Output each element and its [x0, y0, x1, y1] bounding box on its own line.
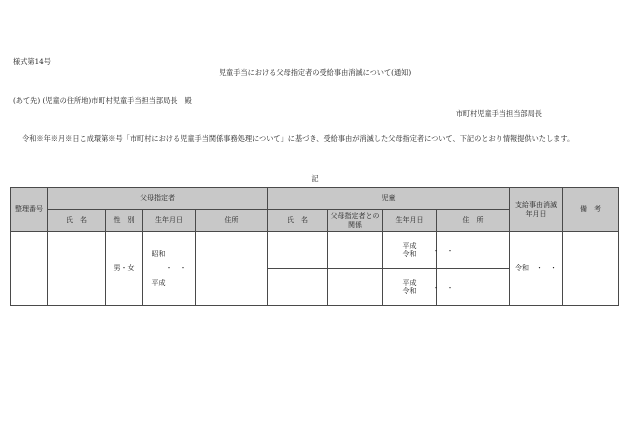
header-seiri-bangou: 整理番号: [11, 188, 48, 232]
cell-child2-birth: [383, 269, 454, 306]
parent-birth-era-1: 昭和: [151, 250, 166, 259]
child1-birth-separator: ・ ・: [432, 246, 454, 255]
child2-birth-era-1: 平成: [402, 278, 417, 287]
header-end-date: 支給事由消滅年月日: [510, 188, 563, 232]
table-row: [11, 232, 619, 269]
ki-label: 記: [311, 174, 319, 183]
header-row-1: [11, 188, 619, 210]
cell-parent-address: [196, 232, 268, 306]
child2-birth-era-2: 令和: [402, 287, 417, 295]
header-child-address: 住 所: [437, 210, 510, 232]
cell-child2-relation: [328, 269, 383, 306]
header-child-relation: 父母指定者との関係: [328, 210, 383, 232]
cell-seiri-bangou: [11, 232, 48, 306]
document-title: 児童手当における父母指定者の受給事由消滅について(通知): [218, 68, 412, 77]
parent-birth-era-2: 平成: [151, 278, 166, 287]
form-number: 様式第14号: [13, 57, 51, 66]
cell-child1-name: [268, 232, 328, 269]
cell-child2-name: [268, 269, 328, 306]
cell-remarks: [563, 232, 619, 306]
addressee-line: (あて先) (児童の住所地)市町村児童手当担当部局長 殿: [13, 96, 192, 105]
child2-birth-separator: ・ ・: [432, 283, 454, 292]
header-child-birth: 生年月日: [383, 210, 437, 232]
child1-birth-era-2: 令和: [402, 250, 417, 258]
child1-birth-era-1: 平成: [402, 241, 417, 250]
cell-parent-sex: 男・女: [106, 232, 143, 306]
header-remarks: 備 考: [563, 188, 619, 232]
sender-line: 市町村児童手当担当部局長: [455, 109, 542, 118]
cell-parent-birth: [143, 232, 196, 306]
cell-parent-name: [48, 232, 106, 306]
header-parent-sex: 性 別: [106, 210, 143, 232]
header-parent-group: 父母指定者: [48, 188, 268, 210]
header-child-group: 児童: [268, 188, 510, 210]
records-table: [10, 187, 619, 306]
header-parent-birth: 生年月日: [143, 210, 196, 232]
parent-birth-separator: ・ ・: [165, 264, 187, 273]
header-parent-address: 住所: [196, 210, 268, 232]
header-parent-name: 氏 名: [48, 210, 106, 232]
header-child-name: 氏 名: [268, 210, 328, 232]
cell-child1-relation: [328, 232, 383, 269]
body-paragraph: 令和※年※月※日こ成環第※号「市町村における児童手当関係事務処理について」に基づき、受給事由が消滅した父母指定者について、下記のとおり情報提供いたします。: [22, 134, 575, 143]
cell-end-date: 令和 ・ ・: [510, 232, 563, 306]
cell-child1-birth: [383, 232, 454, 269]
